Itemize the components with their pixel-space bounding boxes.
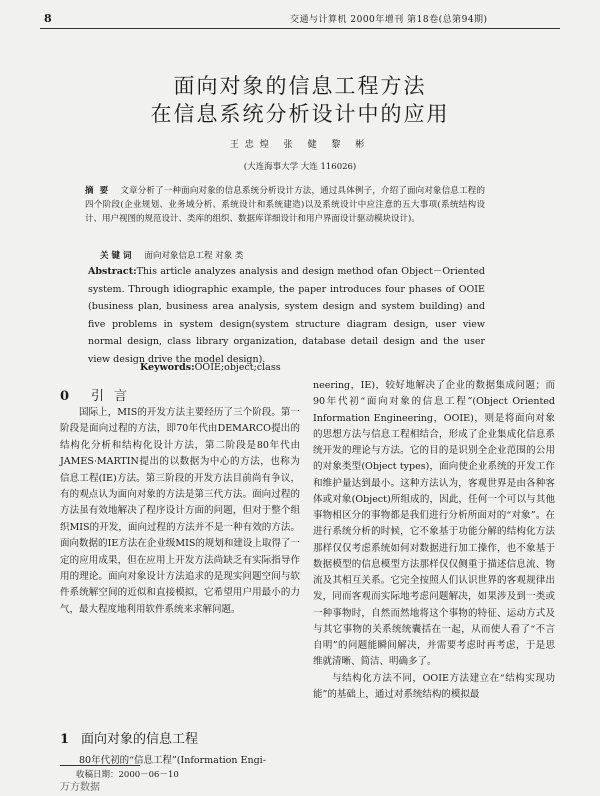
journal-header: 交通与计算机 2000年增刊 第18卷(总第94期)	[290, 15, 488, 25]
section-1-heading	[60, 728, 198, 747]
abstract-en-label: Abstract:	[88, 266, 137, 277]
keywords-zh-text: 面向对象信息工程 对象 类	[144, 251, 244, 261]
section-0-paragraph: 国际上，MIS的开发方法主要经历了三个阶段。第一阶段是面向过程的方法，即70年代由DEMARCO提出的结构化分析和结构化设计方法，第二阶段是80年代由JAMES·MARTIN提出的以数据为中心的方法，也称为信息工程(IE)方法。第三阶段的开发方法目前尚有争议，有的观点认为面向对象的方法是第三代方法。面向过程的方法虽有效地解决了程序设计方面的问题，但对于整个组织MIS的开发，面向过程的方法并不是一种有效的方法。面向数据的IE方法在企业级MIS的规划和建设上取得了一定的应用成果，但在应用上开发方法尚缺乏有实际指导作用的理论。面向对象设计方法追求的是现实问题空间与软件系统解空间的近似和直接模拟，它希望用户用最小的力气，最大程度地利用软件系统来求解问题。	[60, 407, 300, 615]
keywords-zh-label: 关键词	[100, 251, 135, 261]
right-column	[313, 378, 555, 703]
paper-title-line1: 面向对象的信息工程方法	[173, 74, 427, 98]
keywords-en-label: Keywords:	[140, 362, 195, 373]
watermark: 万方数据	[60, 782, 100, 793]
abstract-en-text: This article analyzes analysis and design method ofan Object－Oriented system. Through idiographic example, the paper introduces four phases of OOIE (business plan, business area analysis, system design and system building) and five problems in system design(system structure diagram design, user view normal design, class library organization, database detail design and the user view design drive the model design).	[88, 266, 485, 365]
section-1-paragraph: 80年代初的“信息工程”(Information Engi-	[79, 755, 266, 766]
section-0-title: 引言	[91, 389, 138, 404]
keywords-en	[140, 362, 281, 373]
abstract-zh-label: 摘要	[85, 186, 115, 196]
page-number: 8	[44, 12, 52, 25]
section-0-number: 0	[60, 389, 80, 404]
affiliation: (大连海事大学 大连 116026)	[243, 162, 357, 172]
section-1-number: 1	[60, 732, 70, 747]
footnote-rule	[60, 765, 140, 766]
section-0-heading	[60, 385, 137, 404]
keywords-en-text: OOIE;object;class	[194, 362, 281, 373]
abstract-en	[88, 263, 485, 368]
keywords-zh	[100, 249, 243, 261]
paper-title-line2: 在信息系统分析设计中的应用	[150, 102, 450, 126]
footnote: 收稿日期：2000－06－10	[76, 770, 179, 780]
abstract-zh-text: 文章分析了一种面向对象的信息系统分析设计方法，通过具体例子，介绍了面向对象信息工程的四个阶段(企业规划、业务域分析、系统设计和系统建造)以及系统设计中应注意的五大事项(系统结构设计、用户视图的规范设计、类库的组织、数据库详细设计和用户界面设计驱动模块设计)。	[85, 186, 485, 224]
section-1-title: 面向对象的信息工程	[81, 732, 199, 747]
abstract-zh	[85, 184, 485, 226]
right-column-paragraph-1: neering，IE)，较好地解决了企业的数据集成问题；而90年代初“面向对象的信息工程”(Object Oriented Information Engineering，OOIE)，则是将面向对象的思想方法与信息工程相结合，形成了企业集成化信息系统开发的理论与方法。它的目的是识别全企业范围的公用的对象类型(Object types)，面向使企业系统的开发工作和维护量达到最小。这种方法认为，客观世界是由各种客体或对象(Object)所组成的，因此，任何一个可以与其他事物相区分的事物都是我们进行分析所面对的“对象”。在进行系统分析的时候，它不象基于功能分解的结构化方法那样仅仅考虑系统如何对数据进行加工操作，也不象基于数据模型的信息模型方法那样仅仅侧重于描述信息流、物流及其相互关系。它完全按照人们认识世界的客观规律出发，同而客观而实际地考虑问题解决，如果涉及到一类或一种事物时，自然而然地将这个事物的特征、运动方式及与其它事物的关系统统囊括在一起，从而使人看了“不言自明”的问题能瞬间解决，并需要考虑时再考虑，于是思维就清晰、简洁、明确多了。	[313, 380, 555, 668]
author-list: 王忠煌 张 健 黎 彬	[229, 140, 371, 150]
header-rule	[40, 28, 560, 29]
right-column-paragraph-2: 与结构化方法不同，OOIE方法建立在“结构实现功能”的基础上，通过对系统结构的模拟最	[313, 672, 555, 700]
